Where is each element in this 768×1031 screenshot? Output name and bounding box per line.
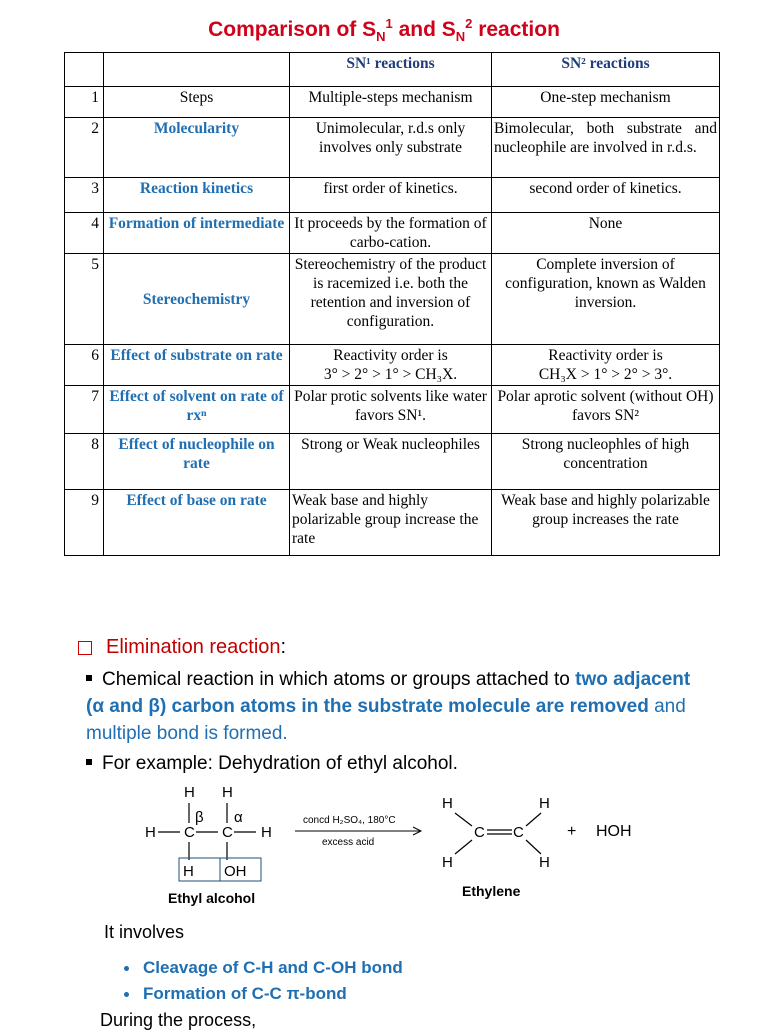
table-row: 6 Effect of substrate on rate Reactivity order is 3° > 2° > 1° > CH₃X. Reactivity order is CH₃X > 1° > 2° > 3°. xyxy=(65,345,720,386)
atom-h: H xyxy=(184,784,195,801)
atom-h: H xyxy=(145,824,156,841)
bullet-icon xyxy=(124,966,129,971)
table-row: 2 Molecularity Unimolecular, r.d.s only involves only substrate Bimolecular, both substrate and nucleophile are involved in r.d.s. xyxy=(65,118,720,178)
beta-label: β xyxy=(195,809,204,826)
atom-h: H xyxy=(442,854,453,871)
atom-h: H xyxy=(261,824,272,841)
condition-top: concd H₂SO₄, 180°C xyxy=(303,815,396,826)
atom-c: C xyxy=(184,824,195,841)
involves-text: It involves xyxy=(104,922,185,942)
header-sn1: SN¹ reactions xyxy=(290,53,492,87)
condition-bottom: excess acid xyxy=(322,837,375,848)
plus-sign: + xyxy=(567,823,577,840)
list-item: Cleavage of C-H and C-OH bond xyxy=(124,958,403,978)
during-text: During the process, xyxy=(100,1010,257,1030)
reactant-label: Ethyl alcohol xyxy=(168,890,256,906)
atom-c: C xyxy=(474,824,485,841)
page-title: Comparison of $S_N^1$ and $S_N^2$ reaction xyxy=(208,16,560,45)
hydroxyl-group: OH xyxy=(224,863,247,880)
atom-c: C xyxy=(222,824,233,841)
elimination-example: For example: Dehydration of ethyl alcohol. xyxy=(86,750,706,777)
atom-h: H xyxy=(222,784,233,801)
alpha-label: α xyxy=(234,809,243,826)
atom-c: C xyxy=(513,824,524,841)
table-row: 8 Effect of nucleophile on rate Strong or Weak nucleophiles Strong nucleophles of high concentration xyxy=(65,434,720,490)
atom-h: H xyxy=(539,795,550,812)
water-label: HOH xyxy=(596,823,632,840)
elimination-definition: Chemical reaction in which atoms or groups attached to two adjacent (α and β) carbon atoms in the substrate molecule are removed and multiple bond is formed. xyxy=(86,669,691,744)
table-row: 7 Effect of solvent on rate of rxⁿ Polar protic solvents like water favors SN¹. Polar aprotic solvent (without OH) favors SN² xyxy=(65,386,720,434)
list-item: Formation of C-C π-bond xyxy=(124,984,347,1004)
atom-h: H xyxy=(442,795,453,812)
elimination-heading: Elimination reaction: xyxy=(78,636,768,659)
atom-h: H xyxy=(183,863,194,880)
table-row: 1 Steps Multiple-steps mechanism One-step mechanism xyxy=(65,87,720,118)
product-label: Ethylene xyxy=(462,883,521,899)
table-row: 9 Effect of base on rate Weak base and highly polarizable group increase the rate Weak base and highly polarizable group increases the rate xyxy=(65,490,720,556)
bullet-icon xyxy=(124,992,129,997)
table-row: 4 Formation of intermediate It proceeds by the formation of carbo-cation. None xyxy=(65,213,720,254)
table-row: 5 Stereochemistry Stereochemistry of the product is racemized i.e. both the retention and inversion of configuration. Complete inversion of configuration, known as Walden inversion. xyxy=(65,254,720,345)
table-row: 3 Reaction kinetics first order of kinetics. second order of kinetics. xyxy=(65,178,720,213)
header-sn2: SN² reactions xyxy=(492,53,720,87)
atom-h: H xyxy=(539,854,550,871)
